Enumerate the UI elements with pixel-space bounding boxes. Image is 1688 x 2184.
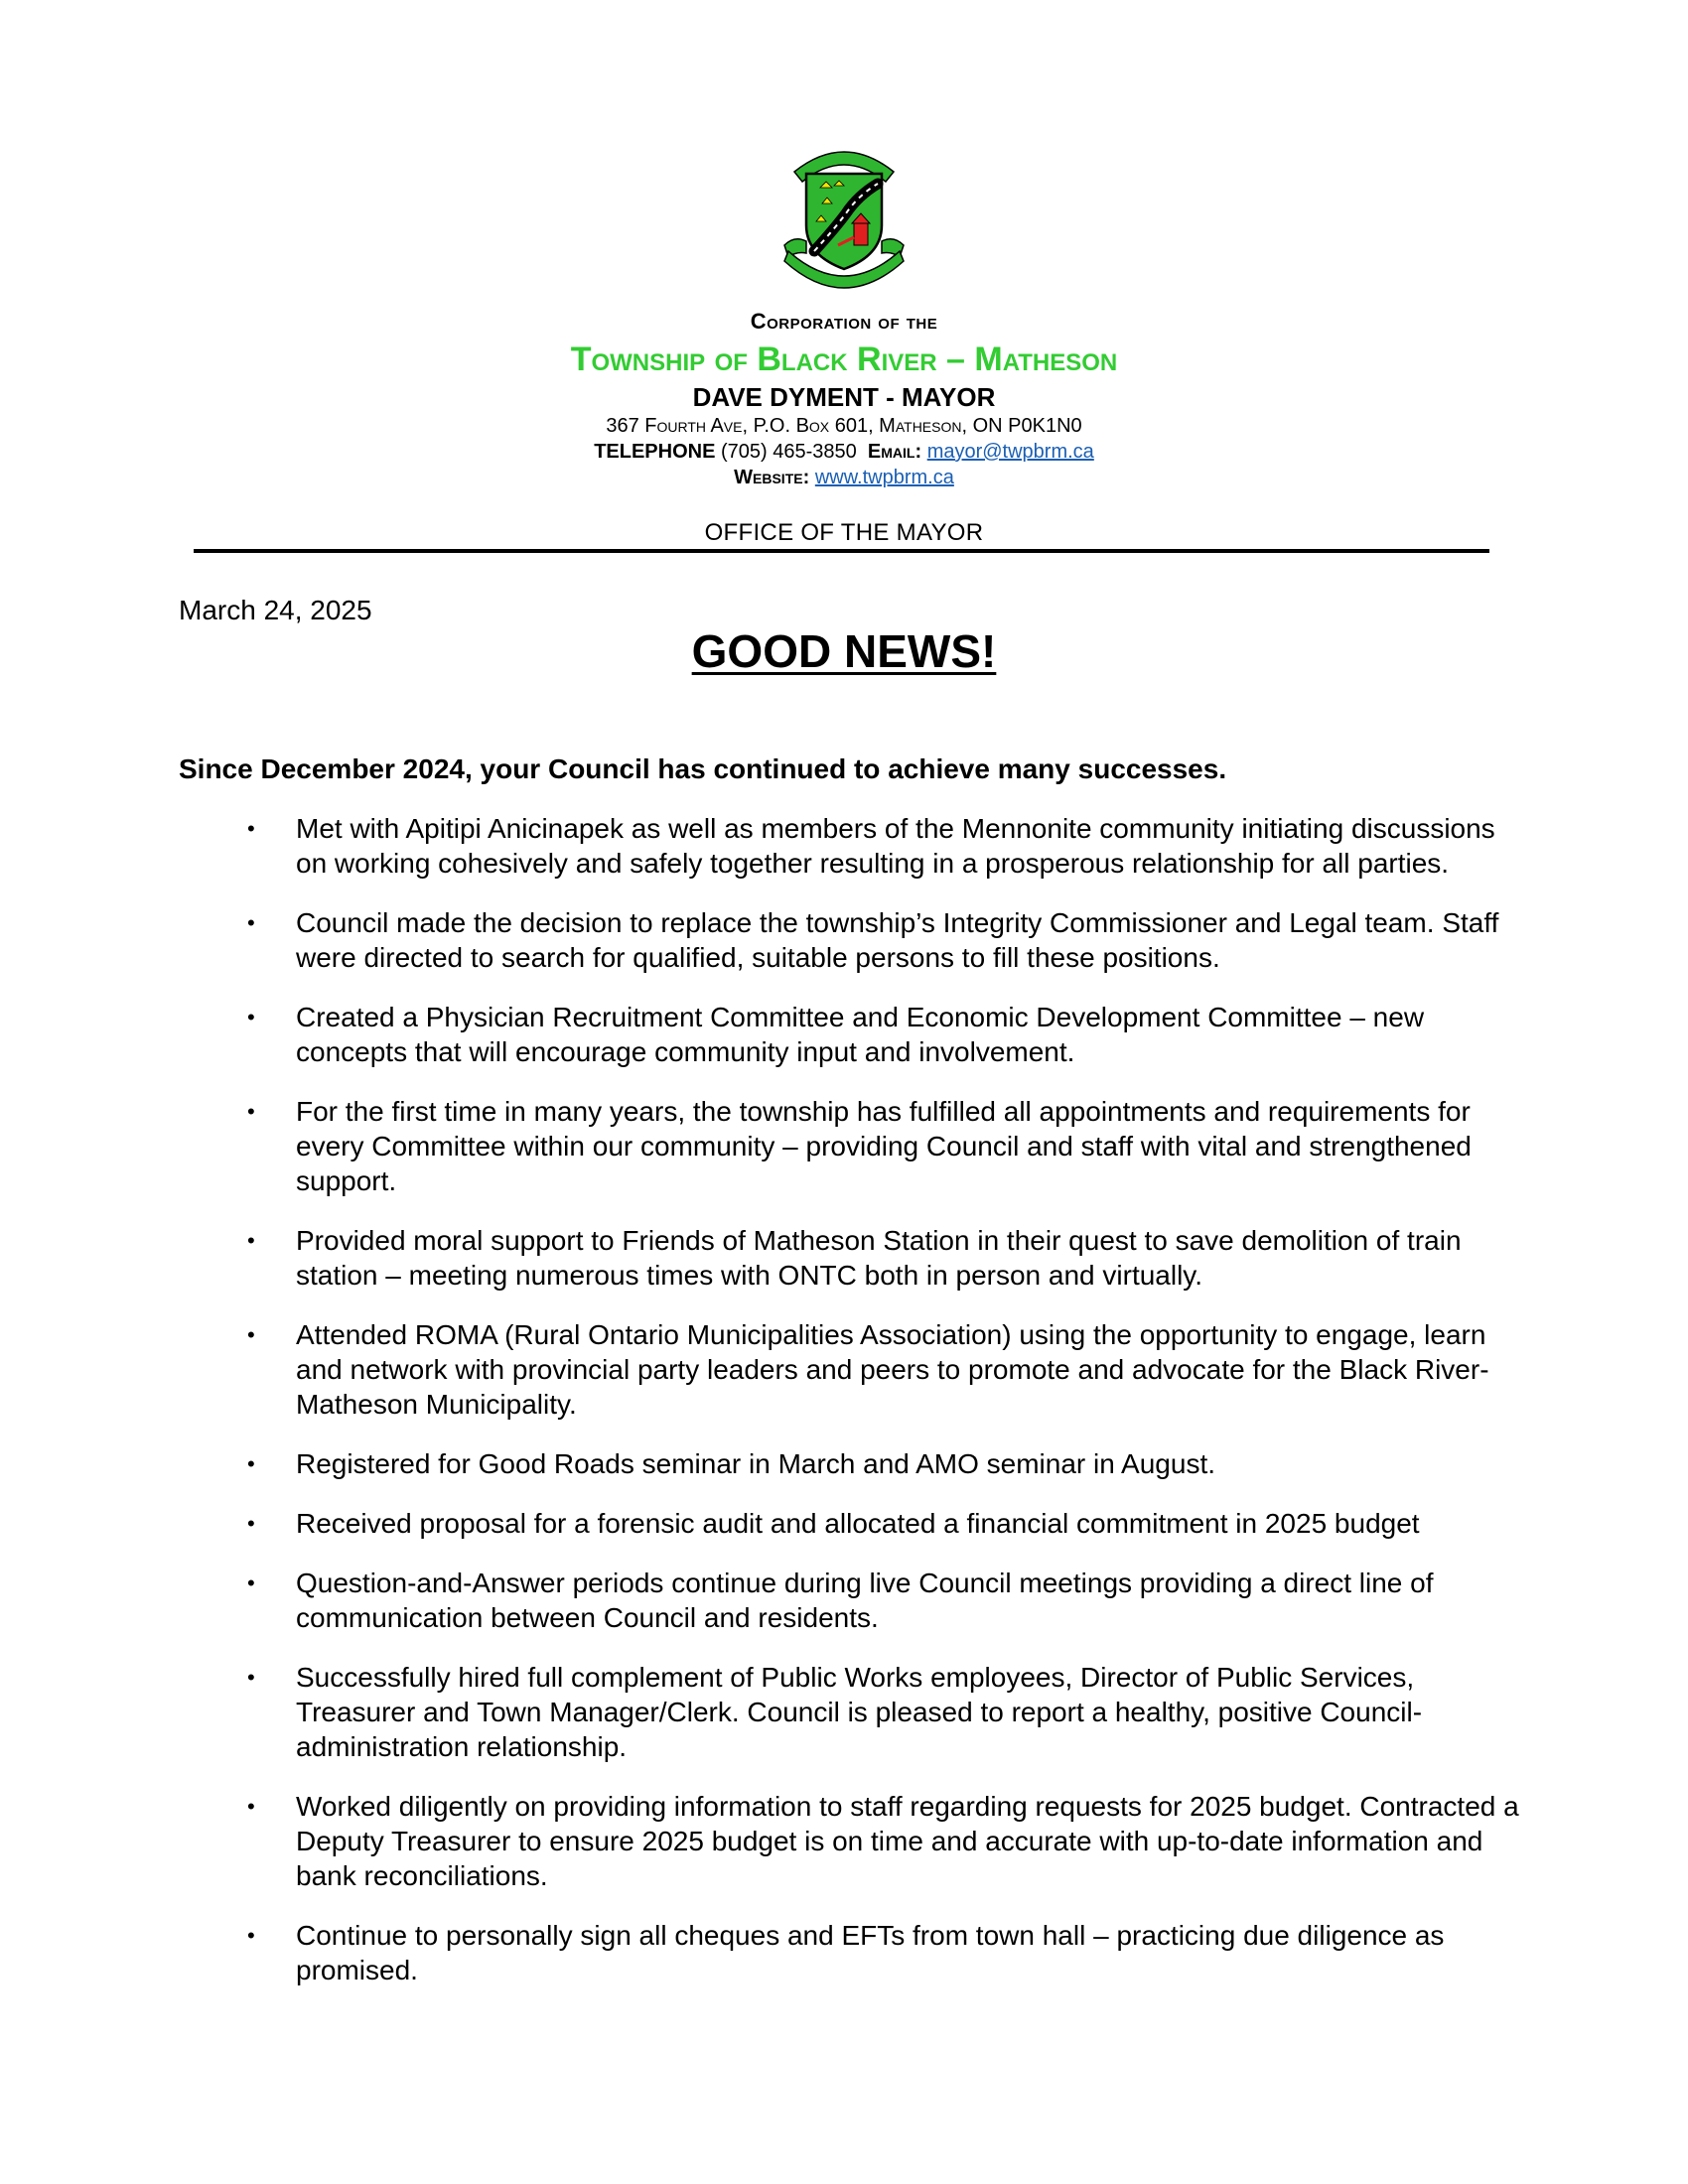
bullet-icon: •: [247, 1005, 255, 1029]
list-item: [0, 1566, 1527, 1635]
bullet-icon: •: [247, 910, 255, 935]
website-link[interactable]: www.twpbrm.ca: [814, 467, 954, 488]
township-crest-logo: [755, 134, 933, 293]
office-title: OFFICE OF THE MAYOR: [704, 519, 984, 546]
list-item-text: Question-and-Answer periods continue during live Council meetings providing a direct line of communication between Council and residents.: [296, 1568, 1434, 1633]
email-label: Email:: [867, 441, 922, 463]
letter-date: March 24, 2025: [179, 595, 372, 625]
bullet-icon: •: [247, 1228, 255, 1253]
list-item: [0, 1223, 1527, 1293]
bullet-icon: •: [247, 1923, 255, 1948]
bullet-icon: •: [247, 1570, 255, 1595]
website-label: Website:: [734, 467, 810, 488]
list-item-text: Attended ROMA (Rural Ontario Municipalities Association) using the opportunity to engage, learn and network with provincial party leaders and peers to promote and advocate for the Black River-Matheson Municipality.: [296, 1319, 1489, 1420]
mailing-address: 367 Fourth Ave, P.O. Box 601, Matheson, ON P0K1N0: [606, 415, 1082, 437]
list-item-text: Provided moral support to Friends of Matheson Station in their quest to save demolition of train station – meeting numerous times with ONTC both in person and virtually.: [296, 1225, 1462, 1291]
list-item-text: Created a Physician Recruitment Committee and Economic Development Committee – new concepts that will encourage community input and involvement.: [296, 1002, 1425, 1067]
list-item: [0, 811, 1527, 881]
list-item: [0, 1094, 1527, 1198]
website-line: [0, 465, 1688, 490]
list-item: [0, 1446, 1527, 1481]
bullet-icon: •: [247, 1099, 255, 1124]
list-item-text: For the first time in many years, the township has fulfilled all appointments and requirements for every Committee within our community – providing Council and staff with vital and strengthened support.: [296, 1096, 1472, 1196]
list-item: [0, 1789, 1527, 1893]
township-name: Township of Black River – Matheson: [570, 341, 1118, 378]
list-item-text: Met with Apitipi Anicinapek as well as members of the Mennonite community initiating discussions on working cohesively and safely together resulting in a prosperous relationship for all parties.: [296, 813, 1495, 879]
telephone-label: TELEPHONE: [594, 441, 716, 463]
list-item-text: Registered for Good Roads seminar in March and AMO seminar in August.: [296, 1448, 1215, 1479]
list-item-text: Received proposal for a forensic audit and allocated a financial commitment in 2025 budget: [296, 1508, 1420, 1539]
bullet-icon: •: [247, 1511, 255, 1536]
list-item: [0, 1918, 1527, 1987]
email-link[interactable]: mayor@twpbrm.ca: [926, 441, 1094, 463]
achievements-list: [0, 811, 1688, 2012]
bullet-icon: •: [247, 1322, 255, 1347]
letter-headline: GOOD NEWS!: [691, 625, 997, 677]
corporation-line: Corporation of the: [750, 309, 938, 334]
telephone-number: (705) 465-3850: [721, 441, 857, 463]
bullet-icon: •: [247, 1794, 255, 1819]
list-item-text: Successfully hired full complement of Public Works employees, Director of Public Services, Treasurer and Town Manager/Clerk. Council is pleased to report a healthy, positive Council-administration relationship.: [296, 1662, 1423, 1762]
list-item: [0, 905, 1527, 975]
list-item: [0, 1506, 1527, 1541]
letterhead: [0, 308, 1688, 490]
list-item: [0, 1660, 1527, 1764]
bullet-icon: •: [247, 1665, 255, 1690]
list-item-text: Continue to personally sign all cheques and EFTs from town hall – practicing due diligence as promised.: [296, 1920, 1445, 1985]
list-item: [0, 1317, 1527, 1422]
contact-line: [0, 439, 1688, 465]
header-divider: [194, 549, 1489, 553]
list-item-text: Worked diligently on providing information to staff regarding requests for 2025 budget. Contracted a Deputy Treasurer to ensure 2025 budget is on time and accurate with up-to-date information and bank reconciliations.: [296, 1791, 1519, 1891]
mayor-name: DAVE DYMENT - MAYOR: [692, 382, 996, 412]
intro-sentence: Since December 2024, your Council has continued to achieve many successes.: [179, 753, 1227, 784]
list-item-text: Council made the decision to replace the township’s Integrity Commissioner and Legal team. Staff were directed to search for qualified, suitable persons to fill these positions.: [296, 907, 1499, 973]
bullet-icon: •: [247, 1451, 255, 1476]
list-item: [0, 1000, 1527, 1069]
bullet-icon: •: [247, 816, 255, 841]
